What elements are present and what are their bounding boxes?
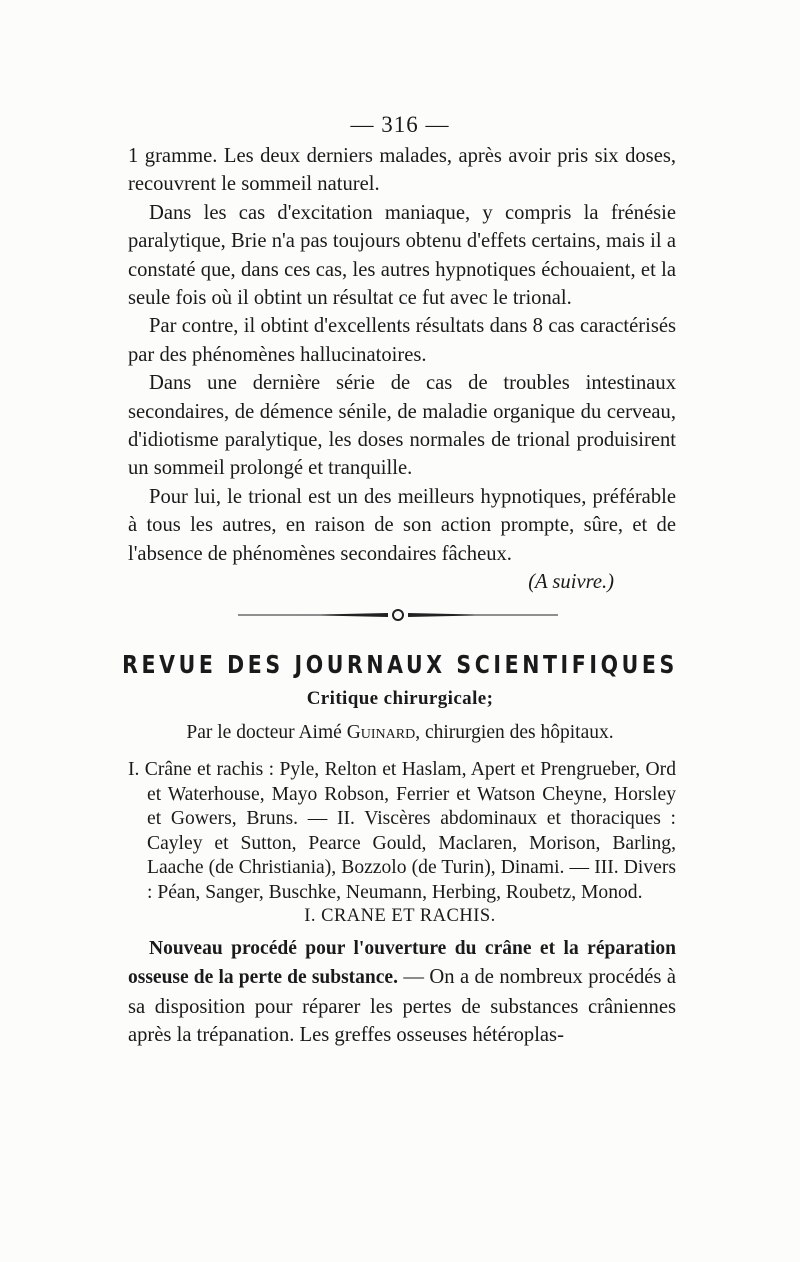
paragraph-4: Dans une dernière série de cas de troubles intestinaux secondaires, de démence sénile, de maladie organique du cerveau, d'idiotisme paralytique, les doses normales de trional produisirent un sommeil prolongé et tranquille. xyxy=(128,372,676,480)
page-number: — 316 — xyxy=(350,112,450,137)
section-lead-bold: Nouveau procédé pour l'ouverture du crâne et la réparation osseuse de la perte de substance. xyxy=(128,938,676,989)
body-text-bottom xyxy=(128,934,676,1050)
summary-text: I. Crâne et rachis : Pyle, Relton et Haslam, Apert et Prengrueber, Ord et Waterhouse, Mayo Robson, Ferrier et Watson Cheyne, Horsley et Gowers, Bruns. — II. Viscères abdominaux et thoraciques : Cayley et Sutton, Pearce Gould, Maclaren, Morison, Barling, Laache (de Christiania), Bozzolo (de Turin), Dinami. — III. Divers : Péan, Sanger, Buschke, Neumann, Herbing, Roubetz, Monod. xyxy=(128,759,676,903)
author-suffix: , chirurgien des hôpitaux. xyxy=(415,722,614,743)
body-text-top xyxy=(128,142,676,597)
summary-block xyxy=(128,758,676,905)
subtitle: Critique chirurgicale; xyxy=(306,688,494,709)
a-suivre: (A suivre.) xyxy=(528,571,614,594)
paragraph-3: Par contre, il obtint d'excellents résultats dans 8 cas caractérisés par des phénomènes hallucinatoires. xyxy=(128,315,676,366)
section-heading: I. CRANE ET RACHIS. xyxy=(304,906,496,926)
section-text: — On a de nombreux procédés à sa disposition pour réparer les pertes de substances crâniennes après la trépanation. Les greffes osseuses hétéroplas- xyxy=(128,966,676,1047)
ornamental-rule xyxy=(238,606,558,624)
author-line xyxy=(0,722,800,744)
paragraph-1: 1 gramme. Les deux derniers malades, après avoir pris six doses, recouvrent le sommeil naturel. xyxy=(128,145,676,196)
paragraph-2: Dans les cas d'excitation maniaque, y compris la frénésie paralytique, Brie n'a pas toujours obtenu d'effets certains, mais il a constaté que, dans ces cas, les autres hypnotiques échouaient, et la seule fois où il obtint un résultat ce fut avec le trional. xyxy=(128,201,676,310)
author-prefix: Par le docteur Aimé xyxy=(186,722,342,743)
paragraph-5: Pour lui, le trional est un des meilleurs hypnotiques, préférable à tous les autres, en raison de son action prompte, sûre, et de l'absence de phénomènes secondaires fâcheux. xyxy=(128,485,676,565)
section-title: REVUE DES JOURNAUX SCIENTIFIQUES xyxy=(122,650,678,680)
author-name: Guinard xyxy=(346,722,416,743)
